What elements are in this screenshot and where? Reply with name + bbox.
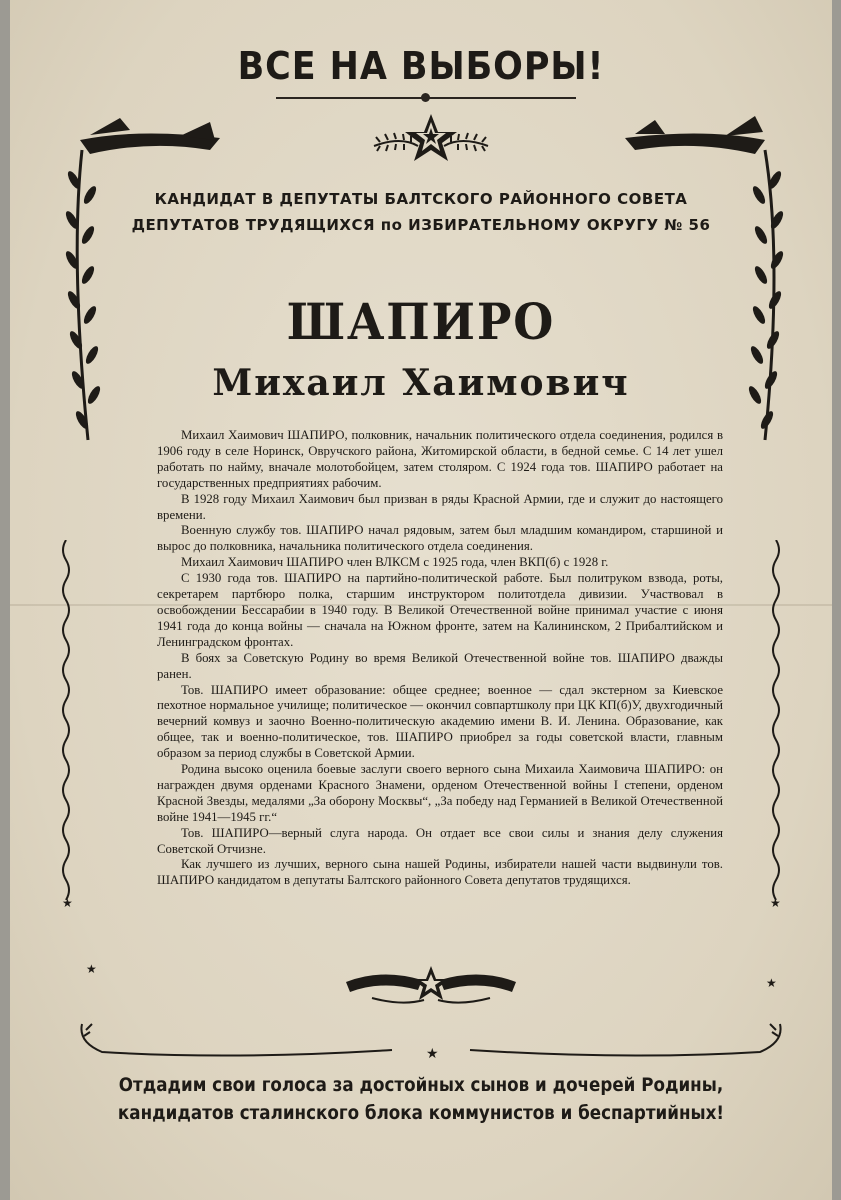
biography-paragraph: Как лучшего из лучших, верного сына нашей Родины, избиратели нашей части выдвинули тов. ШАПИРО кандидатом в депутаты Балтского районного Совета депутатов трудящихся. bbox=[157, 857, 723, 888]
side-vine-left-icon bbox=[58, 540, 74, 900]
star-icon: ★ bbox=[766, 976, 777, 990]
biography-paragraph: Тов. ШАПИРО—верный слуга народа. Он отдает все свои силы и знания делу служения Советской Отчизне. bbox=[157, 825, 723, 856]
biography-paragraph: В боях за Советскую Родину во время Великой Отечественной войне тов. ШАПИРО дважды ранен. bbox=[157, 650, 723, 681]
biography-paragraph: Военную службу тов. ШАПИРО начал рядовым, затем был младшим командиром, старшиной и вырос до полковника, начальника политического отдела соединения. bbox=[157, 523, 723, 554]
star-icon: ★ bbox=[86, 962, 97, 976]
slogan-line-1: Отдадим свои голоса за достойных сынов и дочерей Родины, bbox=[118, 1074, 724, 1096]
star-icon: ★ bbox=[426, 1046, 439, 1062]
biography bbox=[157, 428, 723, 889]
star-icon: ★ bbox=[62, 896, 73, 910]
biography-paragraph: Михаил Хаимович ШАПИРО, полковник, начальник политического отдела соединения, родился в 1906 году в селе Норинск, Овручского района, Житомирской области, в бедной семье. С 14 лет ушел работать по найму, вначале молотобойцем, затем столяром. С 1924 года тов. ШАПИРО работает на государственных предприятиях рабочим. bbox=[157, 428, 723, 490]
candidate-given-names: Михаил Хаимович bbox=[212, 362, 630, 404]
side-vine-right-icon bbox=[768, 540, 784, 900]
star-icon: ★ bbox=[770, 896, 781, 910]
headline: ВСЕ НА ВЫБОРЫ! bbox=[237, 44, 605, 88]
star-ribbon-icon bbox=[342, 962, 520, 1008]
subheading-line-1: КАНДИДАТ В ДЕПУТАТЫ БАЛТСКОГО РАЙОННОГО СОВЕТА bbox=[154, 190, 688, 208]
biography-paragraph: В 1928 году Михаил Хаимович был призван в ряды Красной Армии, где и служит до настоящего времени. bbox=[157, 491, 723, 522]
election-leaflet bbox=[10, 0, 832, 1200]
candidate-surname: ШАПИРО bbox=[286, 292, 556, 351]
biography-paragraph: С 1930 года тов. ШАПИРО на партийно-политической работе. Был политруком взвода, роты, секретарем партбюро полка, старшим инструктором политотдела дивизии. Участвовал в освобождении Бессарабии в 1940 году. В Великой Отечественной войне принимал участие с июня 1941 года до конца войны — сначала на Южном фронте, затем на Калининском, 2 Прибалтийском и Ленинградском фронтах. bbox=[157, 571, 723, 649]
biography-paragraph: Михаил Хаимович ШАПИРО член ВЛКСМ с 1925 года, член ВКП(б) с 1928 г. bbox=[181, 555, 609, 570]
bottom-ornament-left-icon bbox=[72, 1020, 402, 1060]
headline-rule-dot bbox=[421, 93, 430, 102]
biography-paragraph: Родина высоко оценила боевые заслуги своего верного сына Михаила Хаимовича ШАПИРО: он награжден двумя орденами Красного Знамени, орденом Отечественной войны I степени, орденом Красной Звезды, медалями „За оборону Москвы“, „За победу над Германией в Великой Отечественной войне 1941—1945 гг.“ bbox=[157, 762, 723, 824]
slogan-line-2: кандидатов сталинского блока коммунистов и беспартийных! bbox=[117, 1102, 725, 1124]
subheading-line-2: ДЕПУТАТОВ ТРУДЯЩИХСЯ по ИЗБИРАТЕЛЬНОМУ ОКРУГУ № 56 bbox=[131, 216, 711, 234]
star-laurel-icon bbox=[366, 108, 496, 168]
bottom-ornament-right-icon bbox=[460, 1020, 790, 1060]
biography-paragraph: Тов. ШАПИРО имеет образование: общее среднее; военное — сдал экстерном за Киевское пехотное нормальное училище; политическое — окончил совпартшколу при ЦК КП(б)У, двухгодичный вечерний комвуз и заочно Военно-политическую академию имени В. И. Ленина. Образование, как общее, так и военно-политическое, тов. ШАПИРО приобрел за годы советской власти, главным образом за период службы в Советской Армии. bbox=[157, 682, 723, 761]
